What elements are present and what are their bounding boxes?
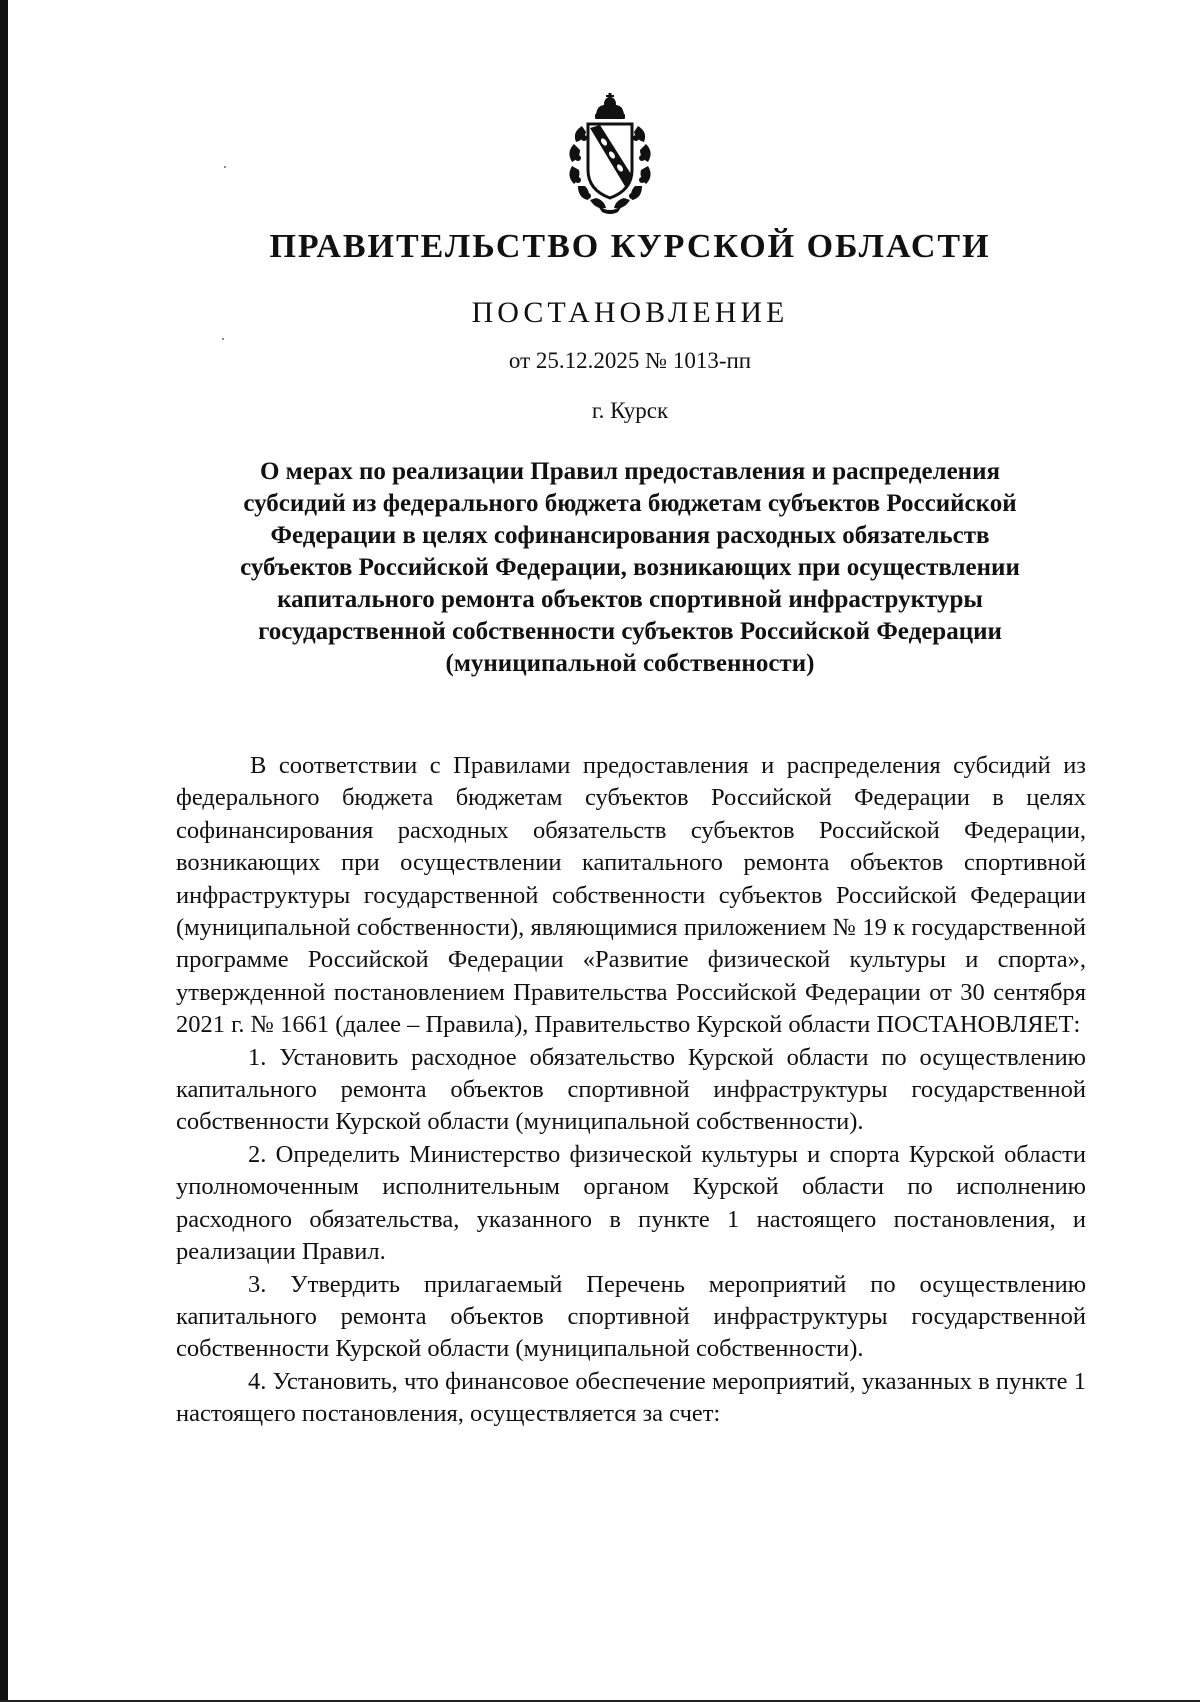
heading-line: капитального ремонта объектов спортивной инфраструктуры: [277, 586, 983, 613]
scan-edge-left: [0, 0, 8, 1702]
document-date-number: от 25.12.2025 № 1013-пп: [508, 348, 752, 373]
heading-line: субъектов Российской Федерации, возникающих при осуществлении: [240, 554, 1020, 581]
preamble-paragraph: В соответствии с Правилами предоставления и распределения субсидий из федерального бюджета бюджетам субъектов Российской Федерации в целях софинансирования расходных обязательств субъектов Российской Федерации, возникающих при осуществлении капитального ремонта объектов спортивной инфраструктуры государственной собственности субъектов Российской Федерации (муниципальной собственности), являющимися приложением № 19 к государственной программе Российской Федерации «Развитие физической культуры и спорта», утвержденной постановлением Правительства Российской Федерации от 30 сентября 2021 г. № 1661 (далее – Правила), Правительство Курской области ПОСТАНОВЛЯЕТ:: [176, 752, 1086, 1039]
item-2-paragraph: 2. Определить Министерство физической культуры и спорта Курской области уполномоченным исполнительным органом Курской области по исполнению расходного обязательства, указанного в пункте 1 настоящего постановления, и реализации Правил.: [176, 1140, 1086, 1266]
heading-line: государственной собственности субъектов Российской Федерации: [258, 618, 1002, 645]
organization-title: ПРАВИТЕЛЬСТВО КУРСКОЙ ОБЛАСТИ: [269, 228, 991, 265]
item-3-paragraph: 3. Утвердить прилагаемый Перечень мероприятий по осуществлению капитального ремонта объектов спортивной инфраструктуры государственной собственности Курской области (муниципальной собственности).: [176, 1270, 1086, 1363]
item-4-paragraph: 4. Установить, что финансовое обеспечение мероприятий, указанных в пункте 1 настоящего постановления, осуществляется за счет:: [176, 1367, 1086, 1428]
document-type: ПОСТАНОВЛЕНИЕ: [471, 296, 789, 329]
kursk-coat-of-arms-icon: [560, 92, 660, 214]
heading-line: Федерации в целях софинансирования расходных обязательств: [270, 522, 990, 549]
document-heading: [170, 456, 1090, 680]
scan-speck: [222, 338, 224, 340]
scan-speck: [224, 166, 226, 168]
heading-line: (муниципальной собственности): [445, 650, 815, 677]
item-1-paragraph: 1. Установить расходное обязательство Курской области по осуществлению капитального ремонта объектов спортивной инфраструктуры государственной собственности Курской области (муниципальной собственности).: [176, 1043, 1086, 1136]
document-city: г. Курск: [591, 398, 669, 423]
heading-line: О мерах по реализации Правил предоставления и распределения: [259, 458, 1001, 485]
document-body: [176, 750, 1086, 1431]
heading-line: субсидий из федерального бюджета бюджетам субъектов Российской: [243, 490, 1017, 517]
